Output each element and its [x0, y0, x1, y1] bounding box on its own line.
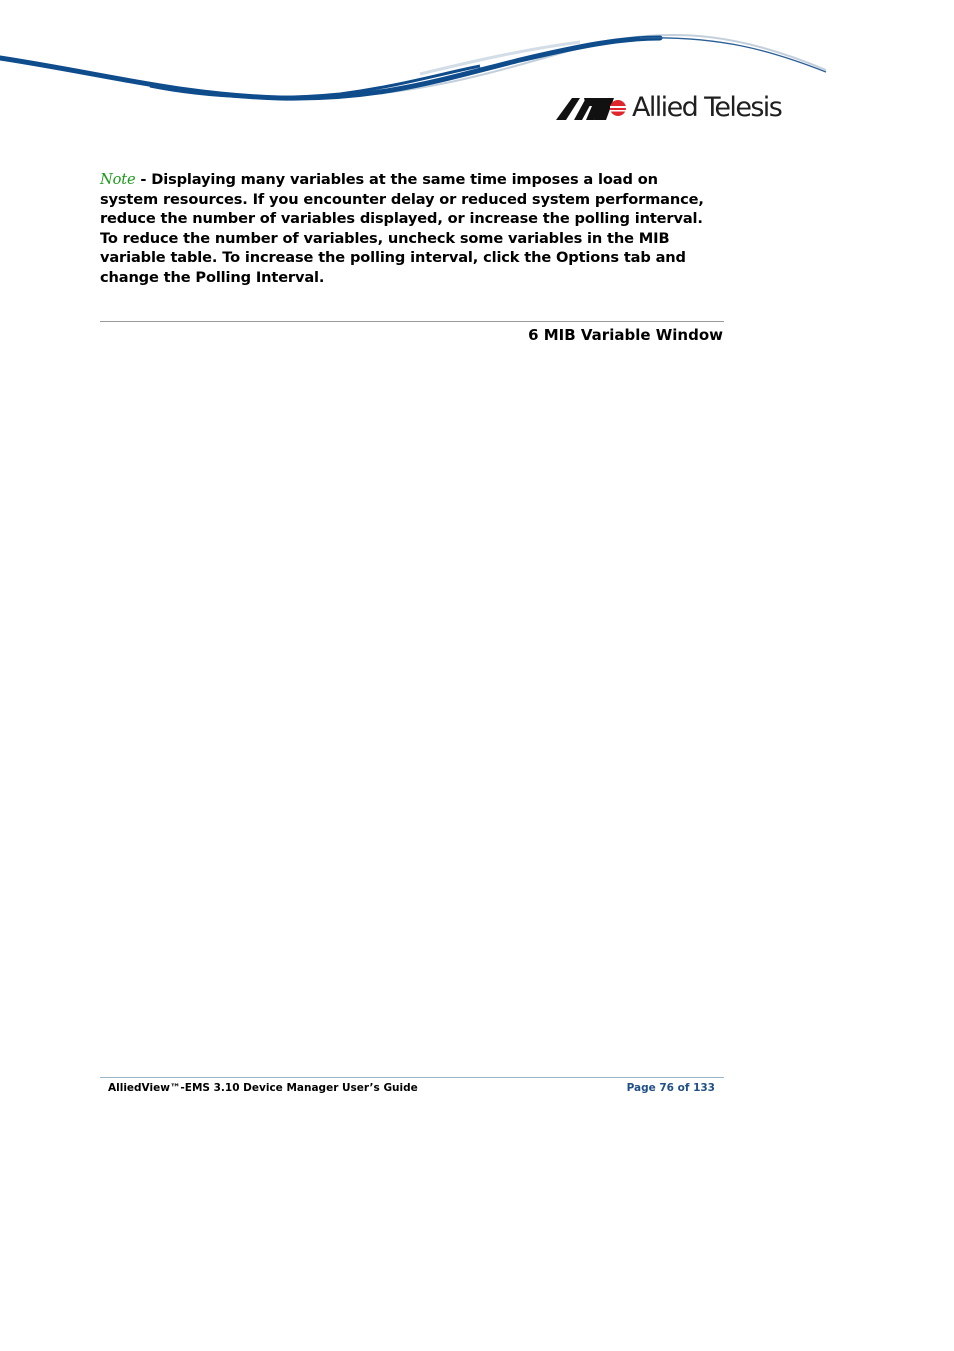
allied-telesis-logo-mark-icon [556, 92, 628, 122]
note-paragraph [100, 170, 720, 288]
section-title: 6 MIB Variable Window [528, 326, 723, 344]
note-label: Note [100, 171, 136, 188]
allied-telesis-logo [556, 92, 781, 122]
note-text: Displaying many variables at the same time imposes a load on system resources. If you encounter delay or reduced system performance, reduce the number of variables displayed, or increase the polling interval. To reduce the number of variables, uncheck some variables in the MIB variable table. To increase the polling interval, click the Options tab and change the Polling Interval. [100, 171, 704, 286]
note-separator: - [135, 171, 152, 188]
footer-page-number: Page 76 of 133 [626, 1082, 715, 1094]
logo-wordmark: Allied Telesis [632, 91, 782, 123]
footer-divider [100, 1077, 724, 1078]
section-divider [100, 321, 724, 322]
footer-document-title: AlliedView™-EMS 3.10 Device Manager User’s Guide [108, 1082, 418, 1094]
